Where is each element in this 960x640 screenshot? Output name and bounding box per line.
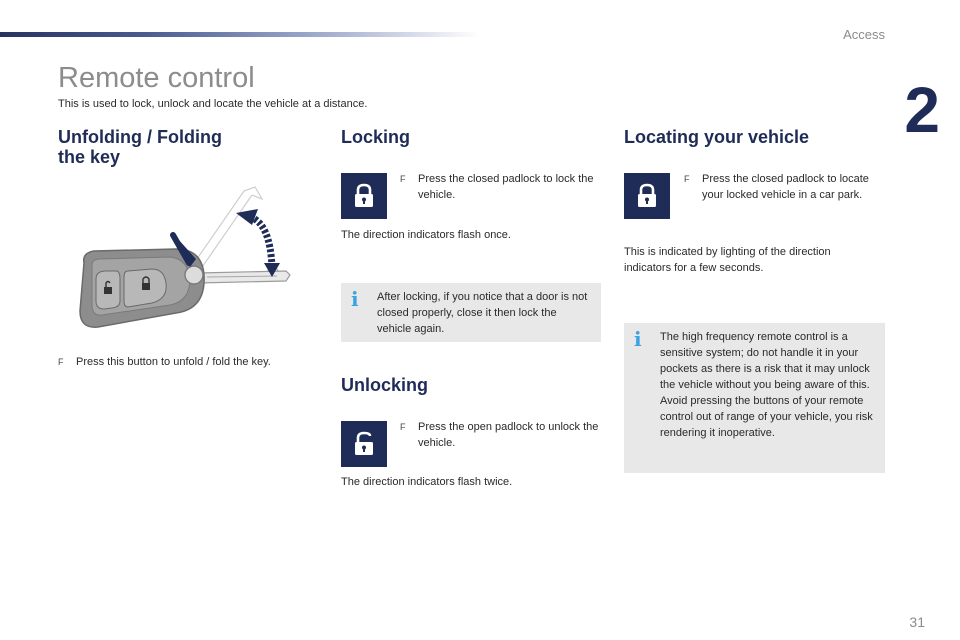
unlocking-instruction [400,419,605,451]
locking-heading: Locking [341,127,411,147]
page-number: 31 [909,614,925,630]
locating-info-box [624,323,885,473]
unfolding-heading [58,127,222,167]
closed-padlock-icon [341,173,387,219]
unfolding-instruction-text: Press this button to unfold / fold the key. [76,356,271,368]
locking-info-box [341,283,601,342]
chapter-number: 2 [904,74,938,146]
locking-instruction-text: Press the closed padlock to lock the vehicle. [418,173,594,201]
page-intro: This is used to lock, unlock and locate the vehicle at a distance. [58,98,368,110]
locating-result: This is indicated by lighting of the direction indicators for a few seconds. [624,246,831,274]
locking-info-text: After locking, if you notice that a door is not closed properly, close it then lock the vehicle again. [377,291,588,335]
bullet-marker: F [400,422,406,432]
header-bar [0,32,480,37]
info-icon: i [351,287,359,311]
unfolding-heading-line1: Unfolding / Folding [58,127,222,147]
unfolding-heading-line2: the key [58,147,121,167]
page-title: Remote control [58,62,255,94]
locating-heading: Locating your vehicle [624,127,810,147]
locking-instruction [400,171,600,203]
unlocking-heading: Unlocking [341,375,429,395]
unlocking-instruction-text: Press the open padlock to unlock the vehicle. [418,421,599,449]
open-padlock-icon [341,421,387,467]
bullet-marker: F [400,174,406,184]
info-icon: i [634,327,642,351]
bullet-marker: F [684,174,690,184]
locating-instruction [684,171,874,203]
key-illustration [72,183,304,333]
locating-info-text [660,329,879,441]
bullet-marker: F [58,357,64,367]
section-name: Access [843,27,885,42]
closed-padlock-icon [624,173,670,219]
locking-result: The direction indicators flash once. [341,229,511,241]
unfolding-instruction [58,354,318,370]
locating-info-paragraph-1: The high frequency remote control is a sensitive system; do not handle it in your pockets as there is a risk that it may unlock the vehicle without you being aware of this. [660,331,870,391]
unlocking-result: The direction indicators flash twice. [341,476,513,488]
locating-instruction-text: Press the closed padlock to locate your locked vehicle in a car park. [702,173,869,201]
locating-info-paragraph-2: Avoid pressing the buttons of your remote control out of range of your vehicle, you risk rendering it inoperative. [660,395,873,439]
